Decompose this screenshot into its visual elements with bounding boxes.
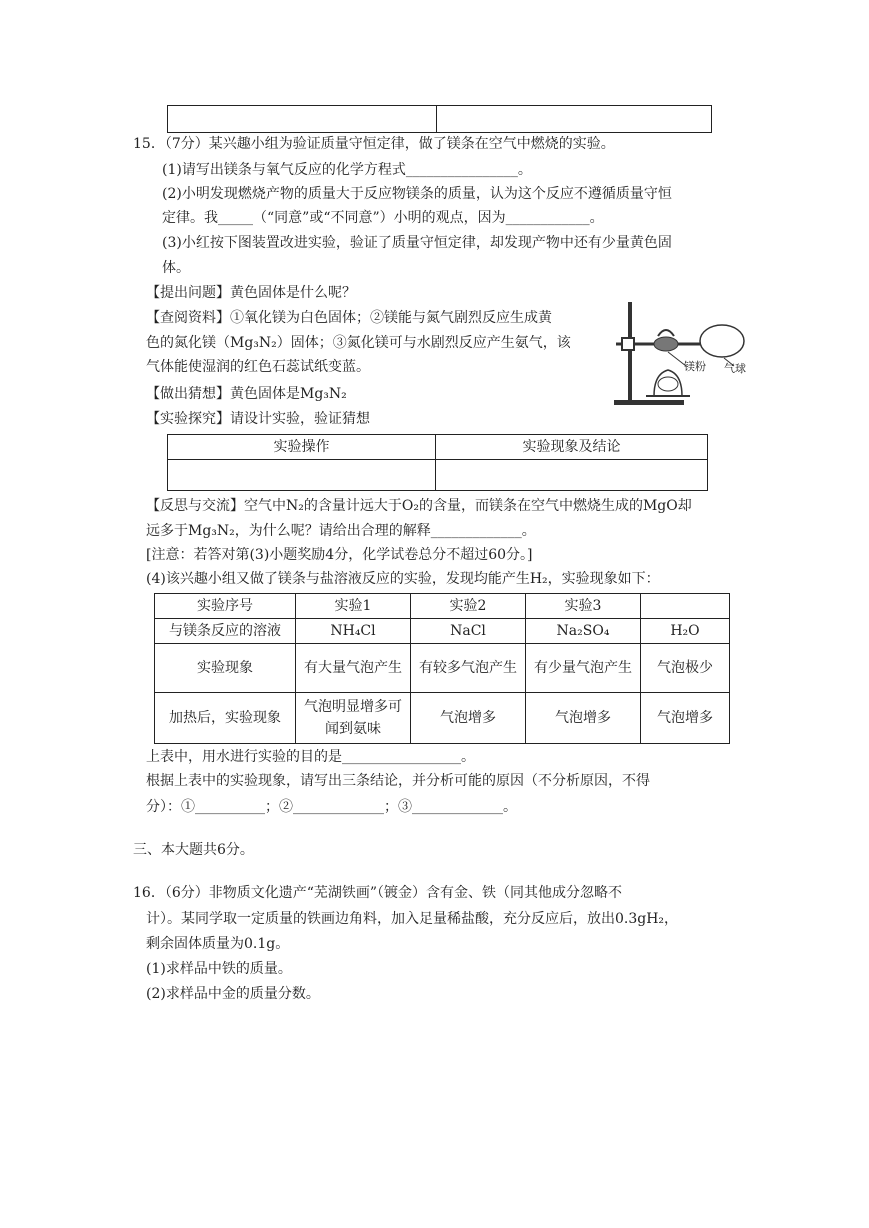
q15-part2b: 定律。我_____（“同意”或“不同意”）小明的观点，因为____________。: [162, 210, 604, 226]
q15-part3b: 体。: [162, 260, 190, 276]
top-table-cell: [168, 106, 437, 133]
top-table-cell: [437, 106, 712, 133]
exp-r3c5: 气泡极少: [641, 644, 730, 693]
q15-after1: 上表中，用水进行实验的目的是_________________。: [146, 749, 475, 765]
q15-header: 15．（7分）某兴趣小组为验证质量守恒定律，做了镁条在空气中燃烧的实验。: [133, 136, 615, 152]
exp-r3c3: 有较多气泡产生: [411, 644, 526, 693]
q15-after3: 分）：①__________；②_____________；③_____________。: [146, 799, 517, 815]
q15-after2: 根据上表中的实验现象，请写出三条结论，并分析可能的原因（不分析原因，不得: [146, 773, 650, 789]
q15-reflect-a: 【反思与交流】空气中N₂的含量计远大于O₂的含量，而镁条在空气中燃烧生成的MgO却: [146, 498, 692, 514]
exp-r3c4: 有少量气泡产生: [526, 644, 641, 693]
exp-r2c5: H₂O: [641, 619, 730, 644]
design-answer-cell: [436, 460, 708, 491]
q15-part2a: (2)小明发现燃烧产物的质量大于反应物镁条的质量，认为这个反应不遵循质量守恒: [162, 186, 672, 202]
q15-explore: 【实验探究】请设计实验，验证猜想: [146, 411, 370, 427]
q16-line3: 剩余固体质量为0.1g。: [146, 936, 290, 952]
q16-line1: 16．（6分）非物质文化遗产“芜湖铁画”（镀金）含有金、铁（同其他成分忽略不: [133, 885, 623, 901]
q15-part3a: (3)小红按下图装置改进实验，验证了质量守恒定律，却发现产物中还有少量黄色固: [162, 235, 672, 251]
exp-r4c4: 气泡增多: [526, 693, 641, 744]
q16-part1: (1)求样品中铁的质量。: [146, 961, 292, 977]
q15-info-b: 色的氮化镁（Mg₃N₂）固体；③氮化镁可与水剧烈反应产生氨气，该: [146, 335, 571, 351]
exp-r2c3: NaCl: [411, 619, 526, 644]
design-header-result: 实验现象及结论: [436, 435, 708, 460]
exp-r1c3: 实验2: [411, 594, 526, 619]
q16-line2: 计）。某同学取一定质量的铁画边角料，加入足量稀盐酸，充分反应后，放出0.3gH₂，: [146, 911, 679, 927]
design-header-operation: 实验操作: [168, 435, 436, 460]
section-three-heading: 三、本大题共6分。: [133, 842, 254, 858]
design-answer-cell: [168, 460, 436, 491]
exp-r3c2: 有大量气泡产生: [296, 644, 411, 693]
apparatus-figure: [606, 296, 756, 408]
figure-label-mg-powder: 镁粉: [684, 360, 706, 373]
q15-ask: 【提出问题】黄色固体是什么呢？: [146, 285, 356, 301]
exp-r4c1: 加热后，实验现象: [155, 693, 296, 744]
top-table: [167, 105, 712, 133]
exp-r1c5: [641, 594, 730, 619]
exp-r2c1: 与镁条反应的溶液: [155, 619, 296, 644]
q15-info-c: 气体能使湿润的红色石蕊试纸变蓝。: [146, 359, 370, 375]
exp-r3c1: 实验现象: [155, 644, 296, 693]
exp-r1c2: 实验1: [296, 594, 411, 619]
design-table: [167, 434, 708, 491]
q16-part2: (2)求样品中金的质量分数。: [146, 986, 320, 1002]
exp-r1c4: 实验3: [526, 594, 641, 619]
q15-info-a: 【查阅资料】①氧化镁为白色固体；②镁能与氮气剧烈反应生成黄: [146, 310, 552, 326]
q15-guess: 【做出猜想】黄色固体是Mg₃N₂: [146, 386, 347, 402]
exp-r1c1: 实验序号: [155, 594, 296, 619]
q15-note: [注意：若答对第(3)小题奖励4分，化学试卷总分不超过60分。]: [146, 547, 533, 563]
q15-reflect-b: 远多于Mg₃N₂，为什么呢？请给出合理的解释_____________。: [146, 523, 536, 539]
experiment-table: [154, 593, 730, 744]
exp-r2c4: Na₂SO₄: [526, 619, 641, 644]
exp-r4c5: 气泡增多: [641, 693, 730, 744]
q15-part4: (4)该兴趣小组又做了镁条与盐溶液反应的实验，发现均能产生H₂，实验现象如下：: [146, 571, 660, 587]
exp-r4c2: 气泡明显增多可闻到氨味: [296, 693, 411, 744]
exp-r2c2: NH₄Cl: [296, 619, 411, 644]
figure-label-balloon: 气球: [724, 362, 746, 375]
exp-r4c3: 气泡增多: [411, 693, 526, 744]
q15-part1: (1)请写出镁条与氧气反应的化学方程式________________。: [162, 162, 532, 178]
